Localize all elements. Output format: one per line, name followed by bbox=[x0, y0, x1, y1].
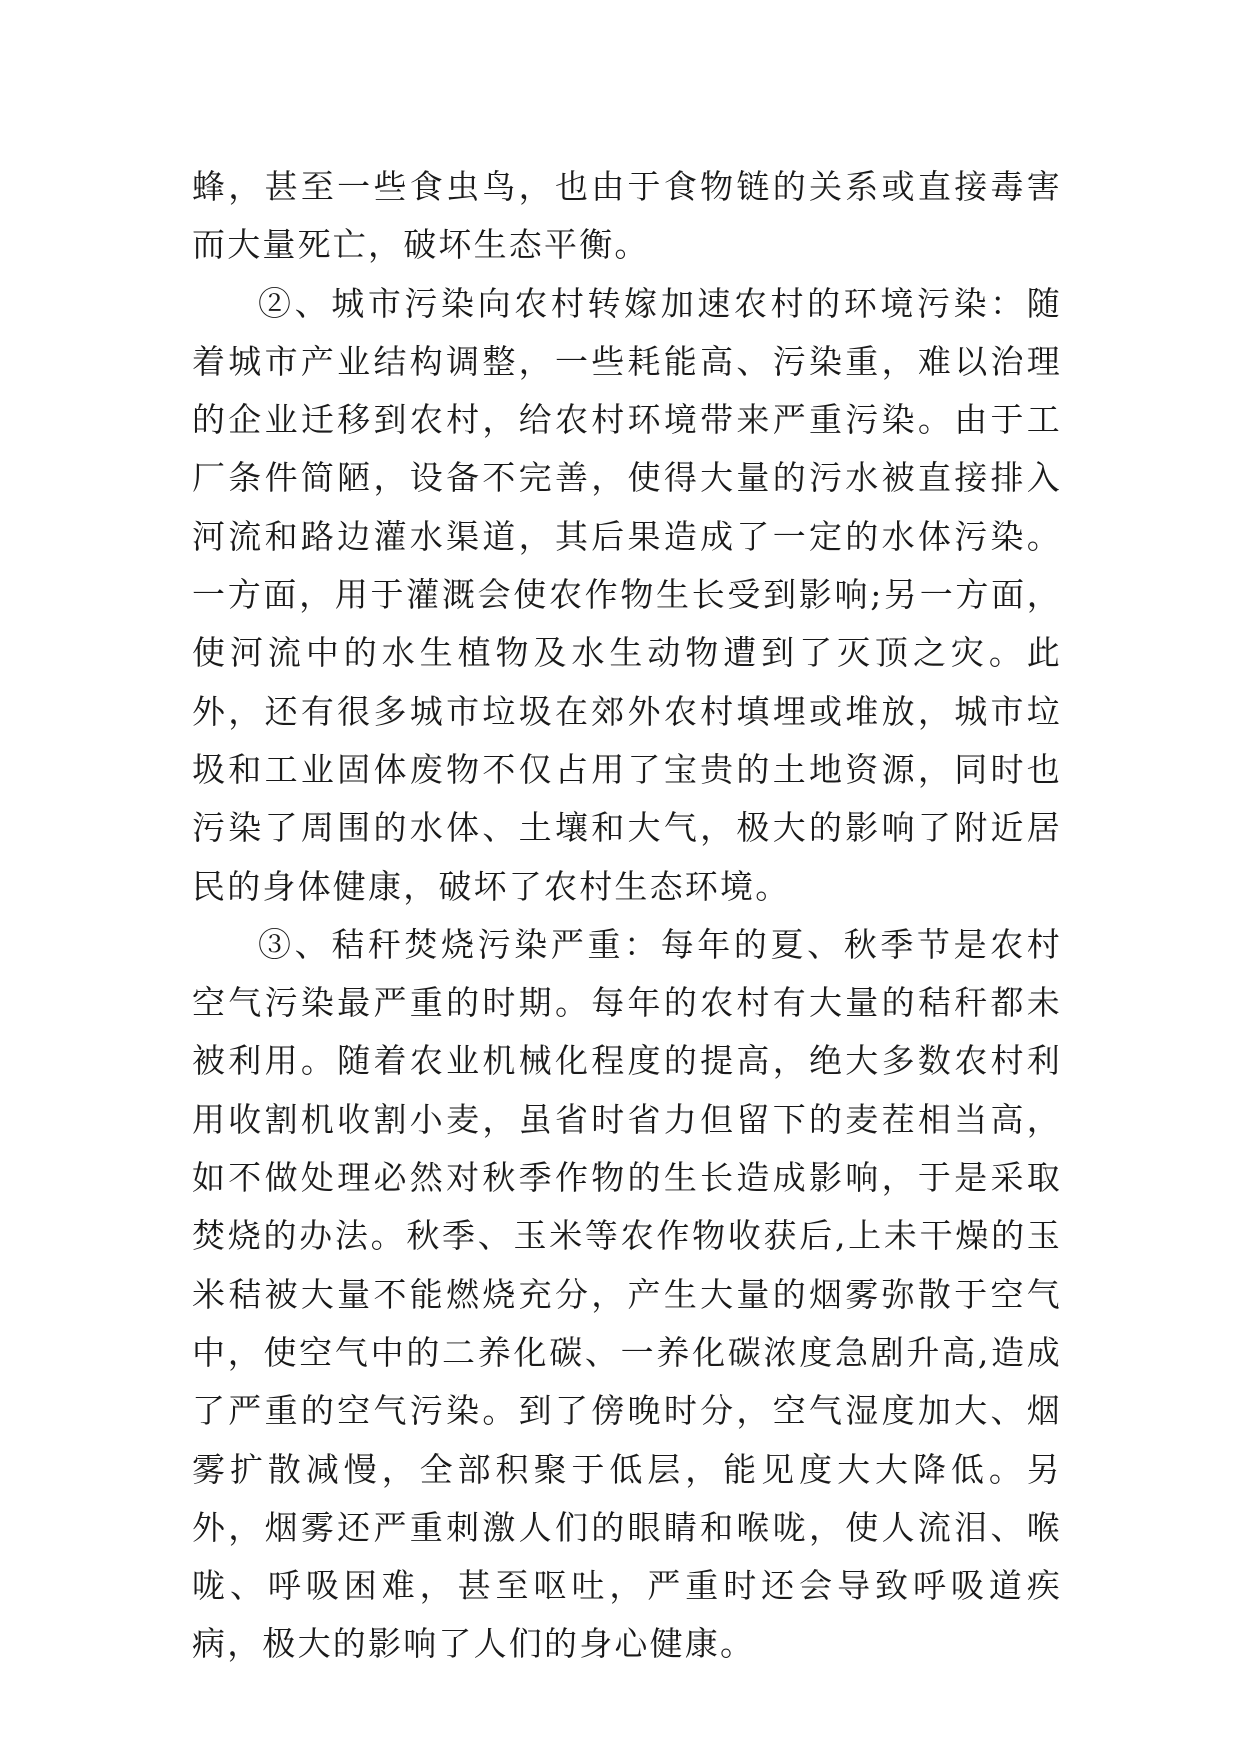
paragraph-point-2: ②、城市污染向农村转嫁加速农村的环境污染：随着城市产业结构调整，一些耗能高、污染重，难以治理的企业迁移到农村，给农村环境带来严重污染。由于工厂条件简陋，设备不完善，使得大量的污水被直接排入河流和路边灌水渠道，其后果造成了一定的水体污染。一方面，用于灌溉会使农作物生长受到影响;另一方面，使河流中的水生植物及水生动物遭到了灭顶之灾。此外，还有很多城市垃圾在郊外农村填埋或堆放，城市垃圾和工业固体废物不仅占用了宝贵的土地资源，同时也污染了周围的水体、土壤和大气，极大的影响了附近居民的身体健康，破坏了农村生态环境。 bbox=[192, 283, 1062, 906]
paragraph-point-3: ③、秸秆焚烧污染严重：每年的夏、秋季节是农村空气污染最严重的时期。每年的农村有大量的秸秆都未被利用。随着农业机械化程度的提高，绝大多数农村利用收割机收割小麦，虽省时省力但留下的麦茬相当高，如不做处理必然对秋季作物的生长造成影响，于是采取焚烧的办法。秋季、玉米等农作物收获后,上未干燥的玉米秸被大量不能燃烧充分，产生大量的烟雾弥散于空气中，使空气中的二养化碳、一养化碳浓度急剧升高,造成了严重的空气污染。到了傍晚时分，空气湿度加大、烟雾扩散减慢，全部积聚于低层，能见度大大降低。另外，烟雾还严重刺激人们的眼睛和喉咙，使人流泪、喉咙、呼吸困难，甚至呕吐，严重时还会导致呼吸道疾病，极大的影响了人们的身心健康。 bbox=[192, 924, 1062, 1664]
body-text bbox=[192, 158, 1062, 1674]
paragraph-continuation: 蜂，甚至一些食虫鸟，也由于食物链的关系或直接毒害而大量死亡，破坏生态平衡。 bbox=[192, 167, 1062, 265]
